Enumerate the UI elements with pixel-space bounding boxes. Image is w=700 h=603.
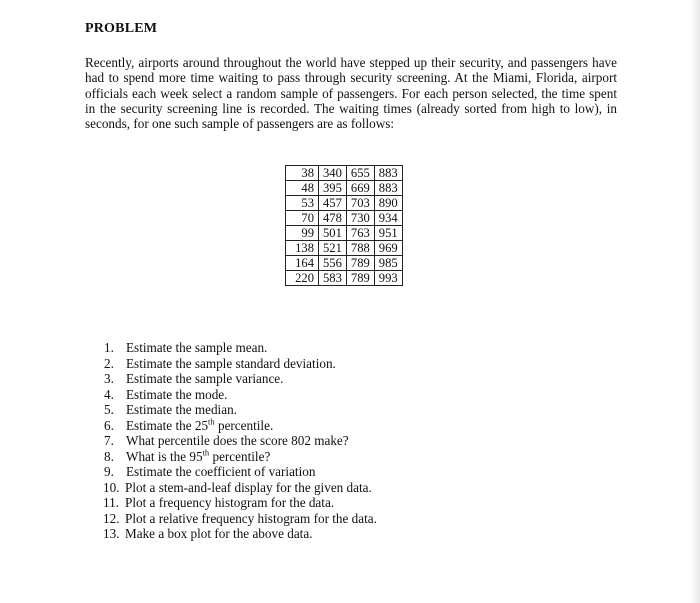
table-cell: 883: [374, 166, 402, 181]
table-row: [286, 226, 403, 241]
table-cell: 501: [319, 226, 347, 241]
table-cell: 583: [319, 271, 347, 286]
table-cell: 99: [286, 226, 319, 241]
question-text-tail: percentile?: [209, 448, 271, 464]
table-cell: 993: [374, 271, 402, 286]
question-item: [104, 526, 377, 542]
question-number: 4.: [104, 386, 114, 402]
question-item: [104, 418, 377, 434]
question-item: [104, 495, 377, 511]
ordinal-suffix: th: [208, 416, 215, 427]
table-row: [286, 166, 403, 181]
question-item: [104, 480, 377, 496]
page-title: PROBLEM: [85, 21, 158, 36]
table-cell: 669: [346, 181, 374, 196]
table-row: [286, 181, 403, 196]
question-text: Plot a stem-and-leaf display for the given data.: [125, 479, 372, 495]
table-cell: 521: [319, 241, 347, 256]
table-cell: 890: [374, 196, 402, 211]
question-text: What is the 95: [126, 448, 203, 464]
waiting-times-table: [285, 165, 403, 286]
question-number: 6.: [104, 417, 114, 433]
table-cell: 789: [346, 271, 374, 286]
table-cell: 883: [374, 181, 402, 196]
table-cell: 730: [346, 211, 374, 226]
question-item: [104, 511, 377, 527]
question-number: 13.: [103, 526, 120, 541]
table-cell: 38: [286, 166, 319, 181]
question-number: 7.: [104, 433, 114, 448]
question-text: Estimate the mode.: [126, 386, 228, 402]
question-text: Plot a frequency histogram for the data.: [125, 495, 335, 510]
question-text: Plot a relative frequency histogram for the data.: [125, 510, 377, 526]
table-cell: 985: [374, 256, 402, 271]
question-item: [104, 449, 377, 465]
question-number: 10.: [103, 479, 120, 495]
table-cell: 951: [374, 226, 402, 241]
table-cell: 220: [286, 271, 319, 286]
question-text: Estimate the sample standard deviation.: [126, 355, 336, 371]
table-cell: 556: [319, 256, 347, 271]
question-number: 5.: [104, 402, 114, 417]
table-row: [286, 256, 403, 271]
table-row: [286, 211, 403, 226]
table-cell: 457: [319, 196, 347, 211]
question-number: 3.: [104, 371, 114, 386]
question-list: [104, 340, 377, 542]
table-cell: 934: [374, 211, 402, 226]
question-text: Make a box plot for the above data.: [125, 526, 313, 541]
question-number: 8.: [104, 448, 114, 464]
table-cell: 138: [286, 241, 319, 256]
question-item: [104, 464, 377, 480]
table-row: [286, 271, 403, 286]
table-cell: 655: [346, 166, 374, 181]
question-text: Estimate the sample mean.: [126, 340, 268, 355]
table-cell: 70: [286, 211, 319, 226]
table-cell: 788: [346, 241, 374, 256]
table-cell: 340: [319, 166, 347, 181]
question-number: 2.: [104, 355, 114, 371]
question-number: 12.: [103, 510, 120, 526]
question-text: Estimate the coefficient of variation: [126, 464, 316, 479]
question-number: 1.: [104, 340, 114, 355]
question-text: Estimate the median.: [126, 402, 237, 417]
question-text: What percentile does the score 802 make?: [126, 433, 349, 448]
table-cell: 164: [286, 256, 319, 271]
question-item: [104, 371, 377, 387]
question-item: [104, 340, 377, 356]
table-cell: 48: [286, 181, 319, 196]
ordinal-suffix: th: [202, 447, 210, 458]
table-cell: 763: [346, 226, 374, 241]
table-cell: 478: [319, 211, 347, 226]
table-row: [286, 196, 403, 211]
table-cell: 789: [346, 256, 374, 271]
question-number: 9.: [104, 464, 114, 479]
problem-paragraph: Recently, airports around throughout the world have stepped up their security, and passengers have had to spend more time waiting to pass through security screening. At the Miami, Florida, airport officials each week select a random sample of passengers. For each person selected, the time spent in the security screening line is recorded. The waiting times (already sorted from high to low), in seconds, for one such sample of passengers are as follows:: [85, 55, 617, 132]
question-item: [104, 387, 377, 403]
question-item: [104, 356, 377, 372]
question-text: Estimate the 25: [126, 417, 209, 433]
table-cell: 395: [319, 181, 347, 196]
table-cell: 53: [286, 196, 319, 211]
question-number: 11.: [103, 495, 119, 510]
question-item: [104, 402, 377, 418]
question-text: Estimate the sample variance.: [126, 371, 284, 386]
question-text-tail: percentile.: [214, 417, 274, 433]
table-cell: 969: [374, 241, 402, 256]
table-cell: 703: [346, 196, 374, 211]
question-item: [104, 433, 377, 449]
page-edge-shadow: [690, 0, 700, 603]
table-row: [286, 241, 403, 256]
